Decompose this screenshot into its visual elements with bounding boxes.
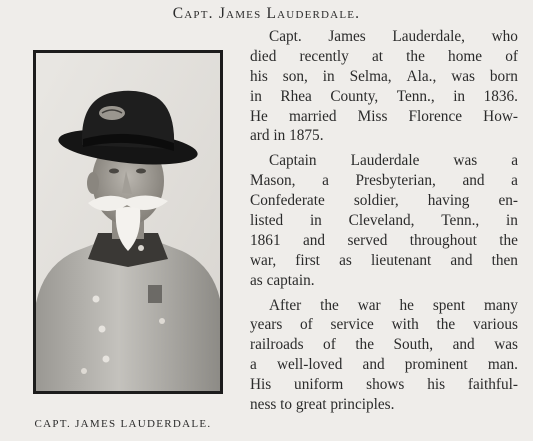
text-line [250, 27, 518, 47]
word: home [448, 47, 483, 65]
word: County, [330, 87, 379, 105]
word: shows [366, 376, 405, 394]
word: railroads [250, 336, 304, 354]
word: in [506, 212, 518, 230]
word: listed [250, 212, 284, 230]
word: and [462, 172, 485, 190]
article-body [250, 27, 518, 415]
word: as [339, 251, 352, 269]
word: at [371, 47, 383, 65]
word: uniform [294, 376, 344, 394]
word: After [269, 296, 302, 314]
word: a [250, 356, 257, 374]
paragraph [250, 151, 518, 290]
word: great [295, 396, 331, 414]
text-line [250, 355, 518, 375]
word: captain. [266, 271, 315, 289]
word: and [450, 251, 473, 269]
word: 1861 [250, 231, 281, 249]
word: Lauderdale [350, 152, 420, 170]
word: throughout [409, 231, 477, 249]
word: the [436, 316, 456, 334]
text-line [250, 375, 518, 395]
word: his [427, 376, 446, 394]
text-line [250, 231, 518, 251]
word: the [499, 231, 518, 249]
portrait-photo [33, 50, 223, 394]
word: Cleveland, [348, 212, 415, 230]
word: his [250, 67, 268, 85]
word: Ala., [406, 67, 437, 85]
text-line [250, 315, 518, 335]
word: many [483, 296, 518, 314]
text-line [250, 335, 518, 355]
word: was [451, 67, 475, 85]
text-line [250, 87, 518, 107]
word: well-loved [276, 356, 343, 374]
word: in [453, 87, 466, 105]
word: the [406, 47, 425, 65]
text-line [250, 191, 518, 211]
text-line [250, 126, 518, 146]
photo-caption: CAPT. JAMES LAUDERDALE. [34, 418, 212, 430]
word: and [452, 336, 475, 354]
word: having [427, 192, 470, 210]
word: Tenn., [441, 212, 480, 230]
text-line [250, 251, 518, 271]
word: various [472, 316, 518, 334]
article-heading: Capt. James Lauderdale. [172, 5, 361, 22]
word: man. [487, 356, 518, 374]
word: He [250, 107, 268, 125]
word: who [491, 28, 518, 45]
word: Tenn., [396, 87, 435, 105]
word: years [250, 316, 283, 334]
word: of [505, 47, 518, 65]
text-line [250, 47, 518, 67]
word: Captain [269, 152, 317, 170]
word: the [355, 336, 375, 354]
word: of [300, 316, 313, 334]
portrait-image [36, 53, 220, 391]
text-line [250, 107, 518, 127]
word: a [322, 172, 329, 190]
word: as [250, 271, 267, 289]
paragraph [250, 27, 518, 146]
word: South, [393, 336, 434, 354]
word: war [357, 296, 381, 314]
word: in [250, 87, 262, 105]
word: son, [282, 67, 308, 85]
word: Miss [357, 107, 388, 125]
word: Rhea [280, 87, 312, 105]
word: of [323, 336, 336, 354]
text-line [250, 211, 518, 231]
word: in [322, 67, 335, 85]
word: was [494, 336, 518, 354]
word: Florence [408, 107, 463, 125]
word: en- [498, 192, 518, 210]
word: to [280, 396, 296, 414]
paragraph [250, 296, 518, 415]
word: was [453, 152, 478, 170]
word: a [511, 152, 518, 170]
text-line [250, 67, 518, 87]
word: then [491, 251, 518, 269]
word: died [250, 47, 277, 65]
word: Confederate [250, 192, 325, 210]
word: and [302, 231, 326, 249]
word: first [295, 251, 320, 269]
word: 1836. [483, 87, 518, 105]
word: married [288, 107, 337, 125]
word: Mason, [250, 172, 296, 190]
word: recently [299, 47, 349, 65]
word: His [250, 376, 272, 394]
text-line [250, 171, 518, 191]
word: war, [250, 251, 277, 269]
word: and [362, 356, 385, 374]
word: 1875. [289, 127, 324, 145]
word: faithful- [467, 376, 518, 394]
word: Presbyterian, [355, 172, 436, 190]
word: ness [250, 396, 281, 414]
word: Lauderdale, [392, 28, 465, 45]
text-line [250, 296, 518, 316]
word: spent [432, 296, 466, 314]
word: lieutenant [370, 251, 432, 269]
word: ard [250, 127, 274, 145]
word: born [489, 67, 518, 85]
word: Selma, [349, 67, 392, 85]
word: prominent [404, 356, 468, 374]
word: Capt. [269, 28, 302, 45]
word: he [399, 296, 414, 314]
word: soldier, [353, 192, 399, 210]
text-line [250, 151, 518, 171]
word: the [320, 296, 339, 314]
word: in [309, 212, 322, 230]
word: How- [483, 107, 518, 125]
word: principles. [330, 396, 395, 414]
text-line [250, 271, 518, 291]
word: James [328, 28, 366, 45]
word: with [391, 316, 419, 334]
text-line [250, 395, 518, 415]
word: service [330, 316, 374, 334]
word: a [511, 172, 518, 190]
word: in [273, 127, 290, 145]
word: served [347, 231, 388, 249]
